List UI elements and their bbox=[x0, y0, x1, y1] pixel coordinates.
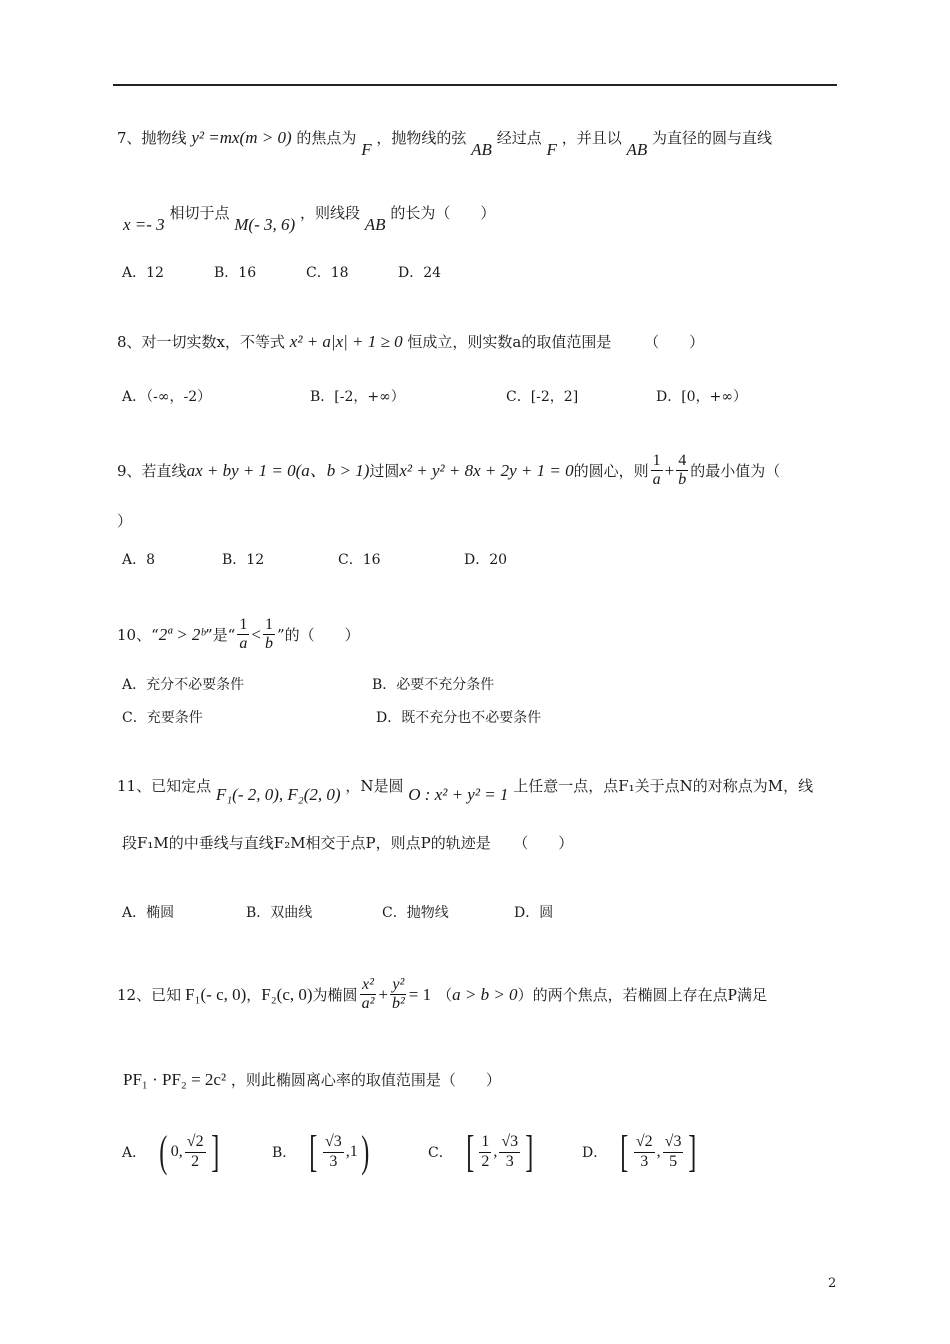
q9-option-a: A．8 bbox=[122, 552, 156, 568]
q7-text: ，抛物线的弦 bbox=[376, 129, 467, 147]
q10-frac-num: 1 bbox=[263, 616, 275, 635]
close-paren: ) bbox=[361, 1127, 370, 1176]
q11-number: 11、 bbox=[117, 777, 152, 795]
q12-frac-den: a² bbox=[361, 995, 375, 1013]
q10-option-b: B．必要不充分条件 bbox=[372, 677, 495, 693]
q12-option-label: D． bbox=[582, 1145, 608, 1161]
q7-text: ，则线段 bbox=[299, 204, 360, 222]
q9-text: 的圆心，则 bbox=[573, 461, 649, 480]
q9-option-d: D．20 bbox=[464, 552, 508, 568]
q7-option-b: B．16 bbox=[214, 265, 257, 281]
frac-num: √3 bbox=[499, 1133, 520, 1152]
interval-right: ,1 bbox=[345, 1143, 358, 1160]
q12-equals-one: = 1 bbox=[408, 984, 432, 1004]
q7-line-eq: x =- 3 bbox=[123, 215, 165, 234]
q12-option-c bbox=[428, 1127, 537, 1176]
open-paren: ( bbox=[159, 1127, 168, 1176]
interval-fraction bbox=[479, 1133, 491, 1171]
q10-line1 bbox=[117, 616, 360, 654]
q11-line1 bbox=[117, 776, 837, 804]
q12-text: ）的两个焦点，若椭圆上存在点 bbox=[517, 985, 728, 1004]
q12-number: 12、 bbox=[117, 985, 152, 1004]
frac-den: 3 bbox=[329, 1152, 338, 1170]
q12-text: 为椭圆 bbox=[312, 985, 358, 1004]
q8-text: 对一切实数x，不等式 bbox=[141, 333, 286, 351]
q11-circle-eq: O : x² + y² = 1 bbox=[408, 785, 509, 804]
q7-line1 bbox=[117, 128, 837, 159]
q9-option-b: B．12 bbox=[222, 552, 265, 568]
interval-fraction bbox=[663, 1133, 684, 1171]
interval-left: 0, bbox=[170, 1143, 183, 1160]
interval-fraction bbox=[185, 1133, 206, 1171]
interval-sep: , bbox=[656, 1143, 661, 1160]
q12-text: ， bbox=[246, 985, 262, 1004]
q11-text: ，N是圆 bbox=[345, 777, 404, 795]
q9-text: 的最小值为（ bbox=[690, 461, 781, 480]
q10-exp-inequality: 2ª > 2ᵇ bbox=[158, 624, 206, 644]
q7-number: 7、 bbox=[117, 129, 142, 147]
q9-frac-den: a bbox=[652, 471, 661, 489]
frac-den: 3 bbox=[505, 1152, 514, 1170]
q9-text: 过圆 bbox=[369, 461, 400, 480]
q12-text: 满足 bbox=[737, 985, 768, 1004]
q12-option-a-interval bbox=[156, 1127, 222, 1176]
interval-sep: , bbox=[493, 1143, 498, 1160]
q11-option-b: B．双曲线 bbox=[246, 905, 313, 921]
q12-frac-num: y² bbox=[390, 976, 406, 995]
q12-text: （ bbox=[437, 985, 453, 1004]
q8-number: 8、 bbox=[117, 333, 142, 351]
q10-number: 10、 bbox=[117, 625, 152, 644]
q9-fraction-1-over-a bbox=[651, 452, 663, 490]
q7-text: 抛物线 bbox=[141, 129, 187, 147]
q9-line-eq: ax + by + 1 = 0(a、b > 1) bbox=[186, 460, 370, 480]
frac-den: 2 bbox=[481, 1152, 490, 1170]
q10-frac-num: 1 bbox=[237, 616, 249, 635]
open-bracket: [ bbox=[309, 1127, 318, 1176]
q10-option-a: A．充分不必要条件 bbox=[122, 677, 245, 693]
q12-option-d bbox=[582, 1127, 700, 1176]
q8-line1 bbox=[117, 332, 704, 352]
close-bracket: ] bbox=[210, 1127, 219, 1176]
q9-frac-den: b bbox=[678, 471, 687, 489]
q8-text: 恒成立，则实数a的取值范围是 bbox=[407, 333, 612, 351]
q7-line2 bbox=[117, 203, 496, 234]
interval-fraction bbox=[499, 1133, 520, 1171]
q12-option-label: A． bbox=[122, 1145, 147, 1161]
q7-chord-ab: AB bbox=[626, 140, 648, 159]
q12-option-d-interval bbox=[617, 1127, 700, 1176]
q7-text: 经过点 bbox=[496, 129, 542, 147]
q9-frac-num: 1 bbox=[651, 452, 663, 471]
q7-option-c: C．18 bbox=[306, 265, 349, 281]
close-bracket: ] bbox=[688, 1127, 697, 1176]
q8-option-d: D．[0，+∞） bbox=[656, 389, 747, 405]
q12-point-p: P bbox=[727, 984, 738, 1004]
q7-focus-f: F bbox=[361, 140, 372, 159]
frac-num: √3 bbox=[323, 1133, 344, 1152]
q12-text: ，则此椭圆离心率的取值范围是（ ） bbox=[230, 1071, 501, 1089]
q11-text: 上任意一点，点F₁关于点N的对称点为M，线 bbox=[513, 777, 814, 795]
q10-text: ”的（ ） bbox=[276, 625, 360, 644]
q8-option-c: C．[-2，2] bbox=[506, 389, 579, 405]
q7-option-a: A．12 bbox=[122, 265, 164, 281]
q7-option-d: D．24 bbox=[398, 265, 442, 281]
q11-points-eq: F₁(- 2, 0), F₂(2, 0) bbox=[215, 785, 341, 804]
q7-text: 的长为（ ） bbox=[390, 204, 496, 222]
q9-fraction-4-over-b bbox=[676, 452, 688, 490]
top-rule bbox=[113, 84, 837, 86]
q7-text: ，并且以 bbox=[561, 129, 622, 147]
q11-line2: 段F₁M的中垂线与直线F₂M相交于点P，则点P的轨迹是 （ ） bbox=[122, 834, 574, 852]
q7-parabola-eq: y² =mx(m > 0) bbox=[191, 128, 292, 147]
q10-fraction-1-over-a bbox=[237, 616, 249, 654]
q10-text: ”是“ bbox=[205, 625, 236, 644]
q12-plus: + bbox=[378, 984, 388, 1004]
q10-frac-den: b bbox=[264, 635, 273, 653]
q12-focus-f1: F₁(- c, 0) bbox=[185, 984, 247, 1004]
frac-den: 5 bbox=[669, 1152, 678, 1170]
q12-line1 bbox=[117, 976, 837, 1014]
q7-chord-ab: AB bbox=[471, 140, 492, 159]
frac-num: √2 bbox=[634, 1133, 655, 1152]
interval-fraction bbox=[634, 1133, 655, 1171]
q12-option-b-interval bbox=[306, 1127, 372, 1176]
q10-option-c: C．充要条件 bbox=[122, 710, 203, 726]
q7-text: 的焦点为 bbox=[296, 129, 357, 147]
q10-less-than: < bbox=[251, 624, 261, 644]
q11-option-c: C．抛物线 bbox=[382, 905, 449, 921]
q12-text: 已知 bbox=[151, 985, 182, 1004]
q10-fraction-1-over-b bbox=[263, 616, 275, 654]
q12-fraction-x2-a2 bbox=[360, 976, 377, 1014]
open-bracket: [ bbox=[466, 1127, 475, 1176]
q8-option-a: A．（-∞，-2） bbox=[122, 389, 212, 405]
q12-option-a bbox=[122, 1127, 222, 1176]
frac-num: √3 bbox=[663, 1133, 684, 1152]
open-bracket: [ bbox=[620, 1127, 629, 1176]
q7-focus-f: F bbox=[546, 140, 557, 159]
interval-fraction bbox=[323, 1133, 344, 1171]
q11-option-a: A．椭圆 bbox=[122, 905, 175, 921]
q12-option-label: C． bbox=[428, 1145, 453, 1161]
q8-option-b: B．[-2，+∞） bbox=[310, 389, 405, 405]
q7-text: 为直径的圆与直线 bbox=[652, 129, 773, 147]
q12-option-c-interval bbox=[463, 1127, 537, 1176]
q12-line2 bbox=[117, 1070, 501, 1090]
q12-frac-den: b² bbox=[391, 995, 405, 1013]
q9-line2: ） bbox=[117, 512, 133, 530]
q12-fraction-y2-b2 bbox=[390, 976, 407, 1014]
frac-den: 3 bbox=[640, 1152, 649, 1170]
q9-option-c: C．16 bbox=[338, 552, 381, 568]
q10-option-d: D．既不充分也不必要条件 bbox=[376, 710, 542, 726]
q12-frac-num: x² bbox=[360, 976, 376, 995]
q9-frac-num: 4 bbox=[676, 452, 688, 471]
q12-dot-product-eq: PF₁ · PF₂ = 2c² bbox=[123, 1070, 227, 1089]
q12-option-b bbox=[272, 1127, 372, 1176]
q10-frac-den: a bbox=[239, 635, 248, 653]
q9-number: 9、 bbox=[117, 461, 142, 480]
frac-num: 1 bbox=[479, 1133, 491, 1152]
q9-text: 若直线 bbox=[141, 461, 187, 480]
q9-line1 bbox=[117, 452, 837, 490]
close-bracket: ] bbox=[525, 1127, 534, 1176]
q11-option-d: D．圆 bbox=[514, 905, 554, 921]
frac-num: √2 bbox=[185, 1133, 206, 1152]
q8-answer-paren: （ ） bbox=[644, 333, 705, 351]
q8-inequality: x² + a|x| + 1 ≥ 0 bbox=[289, 332, 403, 351]
q11-text: 已知定点 bbox=[151, 777, 212, 795]
frac-den: 2 bbox=[191, 1152, 200, 1170]
q7-point-m: M(- 3, 6) bbox=[234, 215, 296, 234]
q12-option-label: B． bbox=[272, 1145, 297, 1161]
q9-plus: + bbox=[664, 460, 675, 480]
q9-circle-eq: x² + y² + 8x + 2y + 1 = 0 bbox=[399, 460, 574, 480]
q12-condition: a > b > 0 bbox=[452, 984, 518, 1004]
page-number: 2 bbox=[828, 1276, 837, 1291]
q10-quote: “ bbox=[151, 625, 159, 644]
q7-text: 相切于点 bbox=[169, 204, 230, 222]
q7-chord-ab: AB bbox=[364, 215, 386, 234]
q12-focus-f2: F₂(c, 0) bbox=[261, 984, 313, 1004]
